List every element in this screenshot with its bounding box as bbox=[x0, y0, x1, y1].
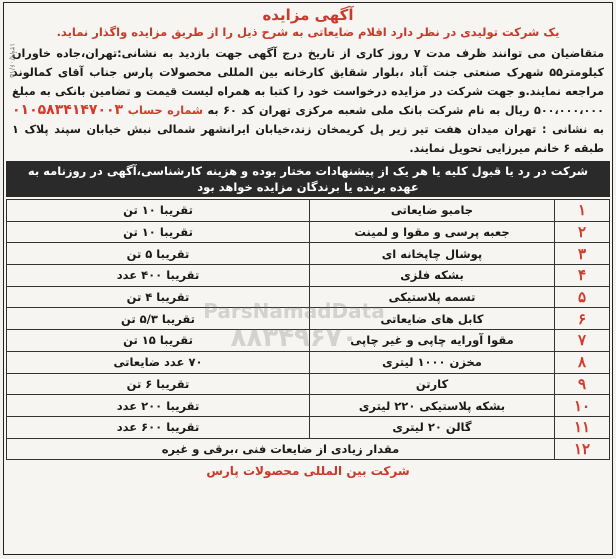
notice-title: آگهی مزایده bbox=[262, 6, 354, 24]
table-row bbox=[7, 265, 610, 287]
item-name: مقوا آورایه چاپی و غیر چاپی bbox=[310, 330, 555, 352]
table-row bbox=[7, 395, 610, 417]
notice-body bbox=[4, 40, 612, 161]
table-row bbox=[7, 416, 610, 438]
item-quantity: تقریبا ۲۰۰ عدد bbox=[7, 395, 310, 417]
body-text-part1: متقاضیان می توانند ظرف مدت ۷ روز کاری از تاریخ درج آگهی جهت بازدید به نشانی:تهران،جاده خاوران کیلومتر۵۵ شهرک صنعتی جنت آباد ،بلوار شقایق کارخانه بین المللی محصولات پارس جناب آقای کمالوند مراجعه نمایند.و جهت شرکت در مزایده درخواست خود را کتبا به همراه لیست قیمت و تضامین بانکی به مبلغ ۵۰۰،۰۰۰،۰۰۰ ریال به نام شرکت بانک ملی شعبه مرکزی تهران کد ۶۰ به bbox=[12, 47, 605, 117]
item-name: بشکه پلاستیکی ۲۲۰ لیتری bbox=[310, 395, 555, 417]
item-name: مقدار زیادی از ضایعات فنی ،برقی و غیره bbox=[7, 438, 555, 460]
table-row bbox=[7, 373, 610, 395]
table-row bbox=[7, 200, 610, 222]
account-number: ۰۱۰۵۸۳۴۱۴۷۰۰۳ bbox=[12, 102, 124, 118]
table-row bbox=[7, 286, 610, 308]
watermark-phone: ۸۸۳۴۹۶۷۰ bbox=[230, 323, 358, 353]
item-quantity: تقریبا ۶۰۰ عدد bbox=[7, 416, 310, 438]
item-name: کارتن bbox=[310, 373, 555, 395]
side-code: ۱۳۹۹/۰۶/۱۵ bbox=[8, 43, 16, 78]
notice-subtitle: یک شرکت تولیدی در نظر دارد اقلام ضایعاتی به شرح ذیل را از طریق مزایده واگذار نماید. bbox=[56, 25, 560, 39]
items-table bbox=[6, 199, 610, 460]
item-quantity: ۷۰ عدد ضایعاتی bbox=[7, 351, 310, 373]
body-text-part2: به نشانی : تهران میدان هفت تیر زیر پل کریمخان زند،خیابان ایرانشهر شمالی نبش خیابان سپند پلاک ۱ طبقه ۶ خانم میرزایی تحویل نمایند. bbox=[12, 123, 604, 155]
table-row bbox=[7, 351, 610, 373]
item-name: کابل های ضایعاتی bbox=[310, 308, 555, 330]
item-name: جعبه پرسی و مقوا و لمینت bbox=[310, 221, 555, 243]
table-row bbox=[7, 243, 610, 265]
table-row bbox=[7, 308, 610, 330]
item-number: ۲ bbox=[555, 221, 610, 243]
item-name: گالن ۲۰ لیتری bbox=[310, 416, 555, 438]
item-name: تسمه پلاستیکی bbox=[310, 286, 555, 308]
item-quantity: تقریبا ۱۵ تن bbox=[7, 330, 310, 352]
terms-highlight: شرکت در رد یا قبول کلیه یا هر یک از پیشنهادات مختار بوده و هزینه کارشناسی،آگهی در روزنامه به عهده برنده یا برندگان مزایده خواهد بود bbox=[6, 161, 610, 197]
item-name: جامبو ضایعاتی bbox=[310, 200, 555, 222]
auction-notice bbox=[3, 2, 613, 555]
item-quantity: تقریبا ۴۰۰ عدد bbox=[7, 265, 310, 287]
account-label: شماره حساب bbox=[127, 104, 203, 117]
item-quantity: تقریبا ۱۰ تن bbox=[7, 221, 310, 243]
watermark-brand: ParsNamadData bbox=[203, 299, 385, 323]
table-row bbox=[7, 221, 610, 243]
item-quantity: تقریبا ۶ تن bbox=[7, 373, 310, 395]
item-number: ۵ bbox=[555, 286, 610, 308]
item-number: ۴ bbox=[555, 265, 610, 287]
item-number: ۱۱ bbox=[555, 416, 610, 438]
item-name: مخزن ۱۰۰۰ لیتری bbox=[310, 351, 555, 373]
item-name: پوشال چاپخانه ای bbox=[310, 243, 555, 265]
item-name: بشکه فلزی bbox=[310, 265, 555, 287]
item-number: ۶ bbox=[555, 308, 610, 330]
item-quantity: تقریبا ۴ تن bbox=[7, 286, 310, 308]
item-quantity: تقریبا ۵ تن bbox=[7, 243, 310, 265]
item-number: ۱۰ bbox=[555, 395, 610, 417]
item-number: ۹ bbox=[555, 373, 610, 395]
item-number: ۸ bbox=[555, 351, 610, 373]
item-number: ۱۲ bbox=[555, 438, 610, 460]
item-number: ۷ bbox=[555, 330, 610, 352]
item-number: ۱ bbox=[555, 200, 610, 222]
company-name: شرکت بین المللی محصولات پارس bbox=[206, 464, 410, 479]
table-row bbox=[7, 438, 610, 460]
table-row bbox=[7, 330, 610, 352]
item-quantity: تقریبا ۵/۳ تن bbox=[7, 308, 310, 330]
item-number: ۳ bbox=[555, 243, 610, 265]
item-quantity: تقریبا ۱۰ تن bbox=[7, 200, 310, 222]
